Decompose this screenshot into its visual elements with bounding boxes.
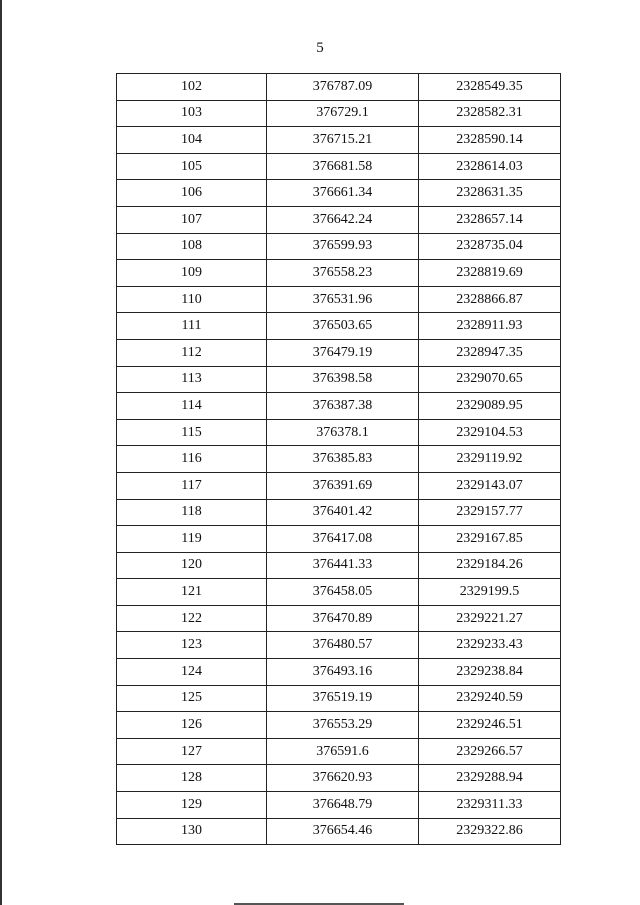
point-number-cell: 115 — [117, 419, 267, 446]
table-row — [117, 339, 561, 366]
point-number-cell: 114 — [117, 393, 267, 420]
point-number-cell: 106 — [117, 180, 267, 207]
coordinate-table — [116, 73, 561, 845]
point-number-cell: 127 — [117, 738, 267, 765]
y-coordinate-cell: 2329157.77 — [419, 499, 561, 526]
table-row — [117, 100, 561, 127]
y-coordinate-cell: 2329119.92 — [419, 446, 561, 473]
x-coordinate-cell: 376391.69 — [267, 472, 419, 499]
x-coordinate-cell: 376401.42 — [267, 499, 419, 526]
table-row — [117, 738, 561, 765]
table-row — [117, 286, 561, 313]
x-coordinate-cell: 376642.24 — [267, 206, 419, 233]
x-coordinate-cell: 376553.29 — [267, 712, 419, 739]
table-row — [117, 472, 561, 499]
page-number: 5 — [316, 40, 324, 56]
y-coordinate-cell: 2328582.31 — [419, 100, 561, 127]
table-row — [117, 206, 561, 233]
point-number-cell: 125 — [117, 685, 267, 712]
scan-left-edge — [0, 0, 2, 905]
x-coordinate-cell: 376654.46 — [267, 818, 419, 845]
x-coordinate-cell: 376398.58 — [267, 366, 419, 393]
table-row — [117, 579, 561, 606]
table-row — [117, 685, 561, 712]
y-coordinate-cell: 2329322.86 — [419, 818, 561, 845]
y-coordinate-cell: 2329104.53 — [419, 419, 561, 446]
x-coordinate-cell: 376458.05 — [267, 579, 419, 606]
point-number-cell: 109 — [117, 260, 267, 287]
table-row — [117, 233, 561, 260]
point-number-cell: 102 — [117, 74, 267, 101]
table-row — [117, 659, 561, 686]
y-coordinate-cell: 2328911.93 — [419, 313, 561, 340]
point-number-cell: 108 — [117, 233, 267, 260]
point-number-cell: 120 — [117, 552, 267, 579]
x-coordinate-cell: 376503.65 — [267, 313, 419, 340]
point-number-cell: 130 — [117, 818, 267, 845]
y-coordinate-cell: 2328631.35 — [419, 180, 561, 207]
x-coordinate-cell: 376531.96 — [267, 286, 419, 313]
table-row — [117, 153, 561, 180]
y-coordinate-cell: 2329184.26 — [419, 552, 561, 579]
table-row — [117, 499, 561, 526]
x-coordinate-cell: 376385.83 — [267, 446, 419, 473]
table-row — [117, 765, 561, 792]
point-number-cell: 122 — [117, 605, 267, 632]
y-coordinate-cell: 2328819.69 — [419, 260, 561, 287]
x-coordinate-cell: 376787.09 — [267, 74, 419, 101]
point-number-cell: 121 — [117, 579, 267, 606]
point-number-cell: 123 — [117, 632, 267, 659]
y-coordinate-cell: 2329070.65 — [419, 366, 561, 393]
table-row — [117, 366, 561, 393]
y-coordinate-cell: 2329288.94 — [419, 765, 561, 792]
x-coordinate-cell: 376387.38 — [267, 393, 419, 420]
point-number-cell: 126 — [117, 712, 267, 739]
point-number-cell: 103 — [117, 100, 267, 127]
y-coordinate-cell: 2329311.33 — [419, 792, 561, 819]
x-coordinate-cell: 376479.19 — [267, 339, 419, 366]
table-row — [117, 632, 561, 659]
table-row — [117, 419, 561, 446]
x-coordinate-cell: 376661.34 — [267, 180, 419, 207]
point-number-cell: 110 — [117, 286, 267, 313]
x-coordinate-cell: 376648.79 — [267, 792, 419, 819]
y-coordinate-cell: 2329246.51 — [419, 712, 561, 739]
x-coordinate-cell: 376378.1 — [267, 419, 419, 446]
y-coordinate-cell: 2328947.35 — [419, 339, 561, 366]
x-coordinate-cell: 376599.93 — [267, 233, 419, 260]
x-coordinate-cell: 376493.16 — [267, 659, 419, 686]
x-coordinate-cell: 376470.89 — [267, 605, 419, 632]
y-coordinate-cell: 2329221.27 — [419, 605, 561, 632]
point-number-cell: 128 — [117, 765, 267, 792]
x-coordinate-cell: 376715.21 — [267, 127, 419, 154]
table-row — [117, 180, 561, 207]
x-coordinate-cell: 376441.33 — [267, 552, 419, 579]
table-row — [117, 393, 561, 420]
x-coordinate-cell: 376591.6 — [267, 738, 419, 765]
y-coordinate-cell: 2328735.04 — [419, 233, 561, 260]
y-coordinate-cell: 2328590.14 — [419, 127, 561, 154]
table-row — [117, 313, 561, 340]
y-coordinate-cell: 2329143.07 — [419, 472, 561, 499]
table-row — [117, 526, 561, 553]
y-coordinate-cell: 2329199.5 — [419, 579, 561, 606]
y-coordinate-cell: 2329238.84 — [419, 659, 561, 686]
x-coordinate-cell: 376620.93 — [267, 765, 419, 792]
table-row — [117, 446, 561, 473]
point-number-cell: 116 — [117, 446, 267, 473]
y-coordinate-cell: 2329240.59 — [419, 685, 561, 712]
y-coordinate-cell: 2329266.57 — [419, 738, 561, 765]
x-coordinate-cell: 376729.1 — [267, 100, 419, 127]
table-row — [117, 792, 561, 819]
y-coordinate-cell: 2328657.14 — [419, 206, 561, 233]
table-row — [117, 74, 561, 101]
x-coordinate-cell: 376519.19 — [267, 685, 419, 712]
point-number-cell: 113 — [117, 366, 267, 393]
point-number-cell: 107 — [117, 206, 267, 233]
table-row — [117, 127, 561, 154]
x-coordinate-cell: 376480.57 — [267, 632, 419, 659]
table-row — [117, 605, 561, 632]
point-number-cell: 124 — [117, 659, 267, 686]
y-coordinate-cell: 2328866.87 — [419, 286, 561, 313]
point-number-cell: 104 — [117, 127, 267, 154]
y-coordinate-cell: 2328549.35 — [419, 74, 561, 101]
point-number-cell: 129 — [117, 792, 267, 819]
point-number-cell: 117 — [117, 472, 267, 499]
point-number-cell: 105 — [117, 153, 267, 180]
point-number-cell: 118 — [117, 499, 267, 526]
table-row — [117, 818, 561, 845]
x-coordinate-cell: 376417.08 — [267, 526, 419, 553]
y-coordinate-cell: 2329089.95 — [419, 393, 561, 420]
x-coordinate-cell: 376681.58 — [267, 153, 419, 180]
point-number-cell: 111 — [117, 313, 267, 340]
table-row — [117, 260, 561, 287]
point-number-cell: 119 — [117, 526, 267, 553]
x-coordinate-cell: 376558.23 — [267, 260, 419, 287]
point-number-cell: 112 — [117, 339, 267, 366]
y-coordinate-cell: 2328614.03 — [419, 153, 561, 180]
y-coordinate-cell: 2329233.43 — [419, 632, 561, 659]
coordinate-table-body — [117, 74, 561, 845]
table-row — [117, 552, 561, 579]
table-row — [117, 712, 561, 739]
y-coordinate-cell: 2329167.85 — [419, 526, 561, 553]
